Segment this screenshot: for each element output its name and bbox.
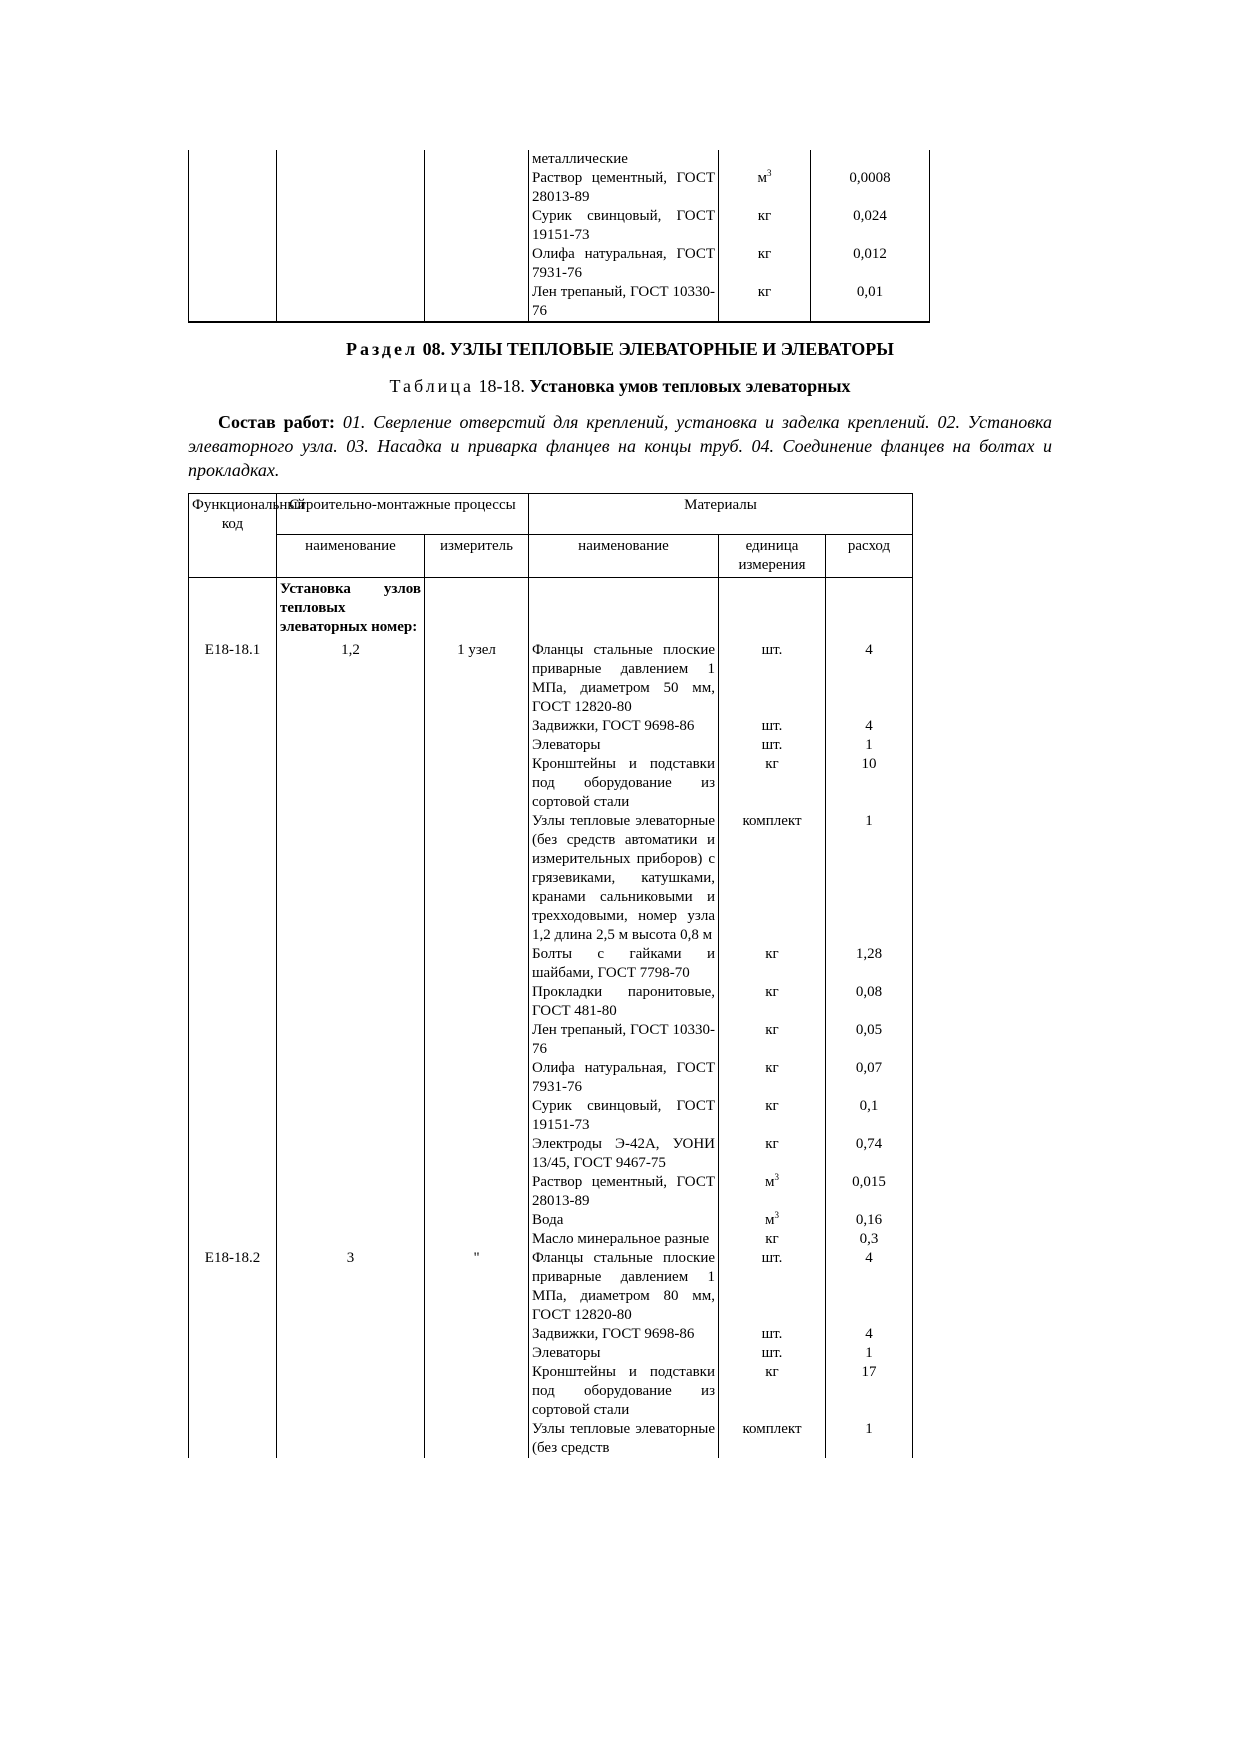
material-amount: 0,012 xyxy=(811,245,930,283)
unit-text: кг xyxy=(765,984,779,1000)
empty-cell xyxy=(425,207,529,245)
table-row xyxy=(189,736,913,755)
empty-cell xyxy=(277,1344,425,1363)
materials-table xyxy=(188,493,913,1458)
empty-cell xyxy=(189,1344,277,1363)
material-name: Раствор цементный, ГОСТ 28013-89 xyxy=(529,1173,719,1211)
empty-cell xyxy=(189,1173,277,1211)
empty-cell xyxy=(425,1021,529,1059)
material-amount xyxy=(811,150,930,169)
table-row xyxy=(189,1021,913,1059)
unit-text: кг xyxy=(757,284,772,300)
caption-prefix: Таблица xyxy=(389,376,474,396)
table-row xyxy=(189,641,913,717)
table-row xyxy=(189,1325,913,1344)
table-row xyxy=(189,717,913,736)
material-name: Лен трепаный, ГОСТ 10330-76 xyxy=(529,283,719,322)
material-name: Прокладки паронитовые, ГОСТ 481-80 xyxy=(529,983,719,1021)
unit-superscript: 3 xyxy=(774,1210,779,1220)
material-unit xyxy=(719,1173,826,1211)
table-row xyxy=(189,1211,913,1230)
unit-text: кг xyxy=(757,208,772,224)
group-empty-cell xyxy=(719,578,826,642)
material-amount: 0,3 xyxy=(826,1230,913,1249)
function-code: Е18-18.2 xyxy=(189,1249,277,1325)
empty-cell xyxy=(425,1230,529,1249)
section-title: 08. УЗЛЫ ТЕПЛОВЫЕ ЭЛЕВАТОРНЫЕ И ЭЛЕВАТОРЫ xyxy=(422,339,894,359)
process-name: 1,2 xyxy=(277,641,425,717)
material-name: Олифа натуральная, ГОСТ 7931-76 xyxy=(529,1059,719,1097)
table-row xyxy=(189,245,930,283)
section-prefix: Раздел xyxy=(346,339,419,359)
table-row xyxy=(189,1097,913,1135)
empty-cell xyxy=(189,1021,277,1059)
empty-cell xyxy=(277,945,425,983)
empty-cell xyxy=(425,945,529,983)
composition-text: 01. Сверление отверстий для креплений, установка и заделка креплений. 02. Установка элеваторного узла. 03. Насадка и приварка фланцев на концы труб. 04. Соединение фланцев на болтах и прокладках. xyxy=(188,412,1052,480)
table-row xyxy=(189,1230,913,1249)
material-amount: 0,1 xyxy=(826,1097,913,1135)
empty-cell xyxy=(425,1135,529,1173)
empty-cell xyxy=(277,1420,425,1458)
material-amount: 0,07 xyxy=(826,1059,913,1097)
empty-cell xyxy=(277,1325,425,1344)
header-processes: Строительно-монтажные процессы xyxy=(277,494,529,535)
empty-cell xyxy=(277,169,425,207)
material-name: Олифа натуральная, ГОСТ 7931-76 xyxy=(529,245,719,283)
group-empty-cell xyxy=(529,578,719,642)
group-title: Установка узлов тепловых элеваторных номер: xyxy=(277,578,425,642)
unit-text: м xyxy=(765,1174,775,1190)
material-name: Электроды Э-42А, УОНИ 13/45, ГОСТ 9467-75 xyxy=(529,1135,719,1173)
empty-cell xyxy=(189,169,277,207)
material-name: Болты с гайками и шайбами, ГОСТ 7798-70 xyxy=(529,945,719,983)
unit-text: кг xyxy=(765,1098,779,1114)
unit-text: шт. xyxy=(761,718,783,734)
group-empty-cell xyxy=(425,578,529,642)
empty-cell xyxy=(189,717,277,736)
empty-cell xyxy=(425,717,529,736)
material-unit xyxy=(719,283,811,322)
unit-text: м xyxy=(757,170,767,186)
material-amount: 4 xyxy=(826,717,913,736)
empty-cell xyxy=(277,812,425,945)
material-unit xyxy=(719,1230,826,1249)
table-row xyxy=(189,1249,913,1325)
empty-cell xyxy=(277,983,425,1021)
empty-cell xyxy=(277,150,425,169)
empty-cell xyxy=(189,1135,277,1173)
material-amount: 0,0008 xyxy=(811,169,930,207)
empty-cell xyxy=(189,1097,277,1135)
table-row xyxy=(189,1059,913,1097)
empty-cell xyxy=(189,1363,277,1420)
header-material-name: наименование xyxy=(529,535,719,578)
empty-cell xyxy=(277,1059,425,1097)
empty-cell xyxy=(277,1230,425,1249)
header-materials: Материалы xyxy=(529,494,913,535)
empty-cell xyxy=(189,1211,277,1230)
material-unit xyxy=(719,755,826,812)
unit-text: кг xyxy=(765,1022,779,1038)
material-unit xyxy=(719,1249,826,1325)
material-amount: 0,015 xyxy=(826,1173,913,1211)
header-material-unit: единица измерения xyxy=(719,535,826,578)
empty-cell xyxy=(189,1325,277,1344)
empty-cell xyxy=(425,1097,529,1135)
material-name: Задвижки, ГОСТ 9698-86 xyxy=(529,1325,719,1344)
unit-superscript: 3 xyxy=(767,168,772,178)
material-unit xyxy=(719,1325,826,1344)
unit-text: комплект xyxy=(742,813,802,829)
material-name: Элеваторы xyxy=(529,1344,719,1363)
table-row xyxy=(189,1363,913,1420)
material-unit xyxy=(719,812,826,945)
material-name: Фланцы стальные плоские приварные давлением 1 МПа, диаметром 50 мм, ГОСТ 12820-80 xyxy=(529,641,719,717)
empty-cell xyxy=(189,150,277,169)
empty-cell xyxy=(425,1363,529,1420)
unit-text: шт. xyxy=(761,1345,783,1361)
material-unit xyxy=(719,717,826,736)
material-unit xyxy=(719,1344,826,1363)
empty-cell xyxy=(277,1363,425,1420)
section-heading xyxy=(188,339,1052,360)
material-unit xyxy=(719,1135,826,1173)
empty-cell xyxy=(277,1135,425,1173)
empty-cell xyxy=(277,207,425,245)
material-name: Сурик свинцовый, ГОСТ 19151-73 xyxy=(529,1097,719,1135)
unit-text: шт. xyxy=(761,1326,783,1342)
empty-cell xyxy=(425,736,529,755)
work-composition xyxy=(188,410,1052,482)
empty-cell xyxy=(277,1211,425,1230)
table-row xyxy=(189,812,913,945)
material-amount: 1 xyxy=(826,812,913,945)
empty-cell xyxy=(277,755,425,812)
unit-superscript: 3 xyxy=(774,1172,779,1182)
group-empty-cell xyxy=(189,578,277,642)
empty-cell xyxy=(425,1344,529,1363)
empty-cell xyxy=(425,1173,529,1211)
table-row xyxy=(189,945,913,983)
empty-cell xyxy=(425,755,529,812)
empty-cell xyxy=(425,283,529,322)
material-name: Раствор цементный, ГОСТ 28013-89 xyxy=(529,169,719,207)
unit-text: кг xyxy=(765,1060,779,1076)
empty-cell xyxy=(425,169,529,207)
header-material-amount: расход xyxy=(826,535,913,578)
material-unit xyxy=(719,1059,826,1097)
material-amount: 0,05 xyxy=(826,1021,913,1059)
table-row xyxy=(189,207,930,245)
table-row xyxy=(189,169,930,207)
header-code: Функциональный код xyxy=(189,494,277,578)
empty-cell xyxy=(189,983,277,1021)
material-unit xyxy=(719,1021,826,1059)
material-unit xyxy=(719,1363,826,1420)
material-unit xyxy=(719,641,826,717)
caption-number: 18-18. xyxy=(478,376,525,396)
material-amount: 4 xyxy=(826,1249,913,1325)
empty-cell xyxy=(277,1021,425,1059)
table-row xyxy=(189,1420,913,1458)
material-name: Лен трепаный, ГОСТ 10330-76 xyxy=(529,1021,719,1059)
material-amount: 17 xyxy=(826,1363,913,1420)
material-unit xyxy=(719,150,811,169)
empty-cell xyxy=(189,1420,277,1458)
material-unit xyxy=(719,983,826,1021)
empty-cell xyxy=(425,245,529,283)
table-row xyxy=(189,1173,913,1211)
material-unit xyxy=(719,945,826,983)
table-row xyxy=(189,283,930,322)
unit-text: шт. xyxy=(761,1250,783,1266)
material-name: Кронштейны и подставки под оборудование из сортовой стали xyxy=(529,1363,719,1420)
empty-cell xyxy=(425,1325,529,1344)
empty-cell xyxy=(425,812,529,945)
empty-cell xyxy=(189,1059,277,1097)
table-row xyxy=(189,1344,913,1363)
material-amount: 0,024 xyxy=(811,207,930,245)
process-meter: 1 узел xyxy=(425,641,529,717)
header-process-name: наименование xyxy=(277,535,425,578)
empty-cell xyxy=(189,736,277,755)
material-unit xyxy=(719,207,811,245)
material-unit xyxy=(719,245,811,283)
empty-cell xyxy=(425,150,529,169)
material-name: Узлы тепловые элеваторные (без средств автоматики и измерительных приборов) с грязевиками, катушками, кранами сальниковыми и трехходовыми, номер узла 1,2 длина 2,5 м высота 0,8 м xyxy=(529,812,719,945)
unit-text: кг xyxy=(765,756,779,772)
material-unit xyxy=(719,1097,826,1135)
material-unit xyxy=(719,1420,826,1458)
empty-cell xyxy=(277,736,425,755)
material-unit xyxy=(719,1211,826,1230)
empty-cell xyxy=(425,1420,529,1458)
material-amount: 0,74 xyxy=(826,1135,913,1173)
material-name: Масло минеральное разные xyxy=(529,1230,719,1249)
unit-text: шт. xyxy=(761,642,783,658)
table-row xyxy=(189,755,913,812)
table-row xyxy=(189,150,930,169)
unit-text: комплект xyxy=(742,1421,802,1437)
material-amount: 1 xyxy=(826,1344,913,1363)
group-empty-cell xyxy=(826,578,913,642)
empty-cell xyxy=(277,245,425,283)
material-unit xyxy=(719,736,826,755)
unit-text: кг xyxy=(765,1136,779,1152)
material-amount: 0,01 xyxy=(811,283,930,322)
material-amount: 1 xyxy=(826,1420,913,1458)
empty-cell xyxy=(189,812,277,945)
material-name: Вода xyxy=(529,1211,719,1230)
process-name: 3 xyxy=(277,1249,425,1325)
empty-cell xyxy=(189,1230,277,1249)
material-amount: 1 xyxy=(826,736,913,755)
caption-title: Установка умов тепловых элеваторных xyxy=(529,376,851,396)
unit-text: кг xyxy=(765,1364,779,1380)
material-name: Элеваторы xyxy=(529,736,719,755)
material-amount: 0,16 xyxy=(826,1211,913,1230)
material-name: Фланцы стальные плоские приварные давлением 1 МПа, диаметром 80 мм, ГОСТ 12820-80 xyxy=(529,1249,719,1325)
material-name: Узлы тепловые элеваторные (без средств xyxy=(529,1420,719,1458)
material-amount: 0,08 xyxy=(826,983,913,1021)
empty-cell xyxy=(277,283,425,322)
material-name: Кронштейны и подставки под оборудование из сортовой стали xyxy=(529,755,719,812)
unit-text: шт. xyxy=(761,737,783,753)
empty-cell xyxy=(425,1059,529,1097)
material-name: Задвижки, ГОСТ 9698-86 xyxy=(529,717,719,736)
material-unit xyxy=(719,169,811,207)
empty-cell xyxy=(189,945,277,983)
unit-text: м xyxy=(765,1212,775,1228)
empty-cell xyxy=(189,755,277,812)
empty-cell xyxy=(425,1211,529,1230)
material-name: Сурик свинцовый, ГОСТ 19151-73 xyxy=(529,207,719,245)
unit-text: кг xyxy=(765,946,779,962)
composition-label: Состав работ: xyxy=(218,412,336,432)
material-name: металлические xyxy=(529,150,719,169)
table-row xyxy=(189,1135,913,1173)
material-amount: 4 xyxy=(826,1325,913,1344)
empty-cell xyxy=(277,717,425,736)
table-row xyxy=(189,983,913,1021)
material-amount: 10 xyxy=(826,755,913,812)
unit-text: кг xyxy=(757,246,772,262)
material-amount: 1,28 xyxy=(826,945,913,983)
empty-cell xyxy=(277,1173,425,1211)
table-caption xyxy=(188,376,1052,397)
empty-cell xyxy=(189,245,277,283)
empty-cell xyxy=(425,983,529,1021)
material-amount: 4 xyxy=(826,641,913,717)
empty-cell xyxy=(189,283,277,322)
unit-text: кг xyxy=(765,1231,779,1247)
function-code: Е18-18.1 xyxy=(189,641,277,717)
process-meter: " xyxy=(425,1249,529,1325)
empty-cell xyxy=(277,1097,425,1135)
header-process-meter: измеритель xyxy=(425,535,529,578)
continuation-table xyxy=(188,150,930,323)
empty-cell xyxy=(189,207,277,245)
